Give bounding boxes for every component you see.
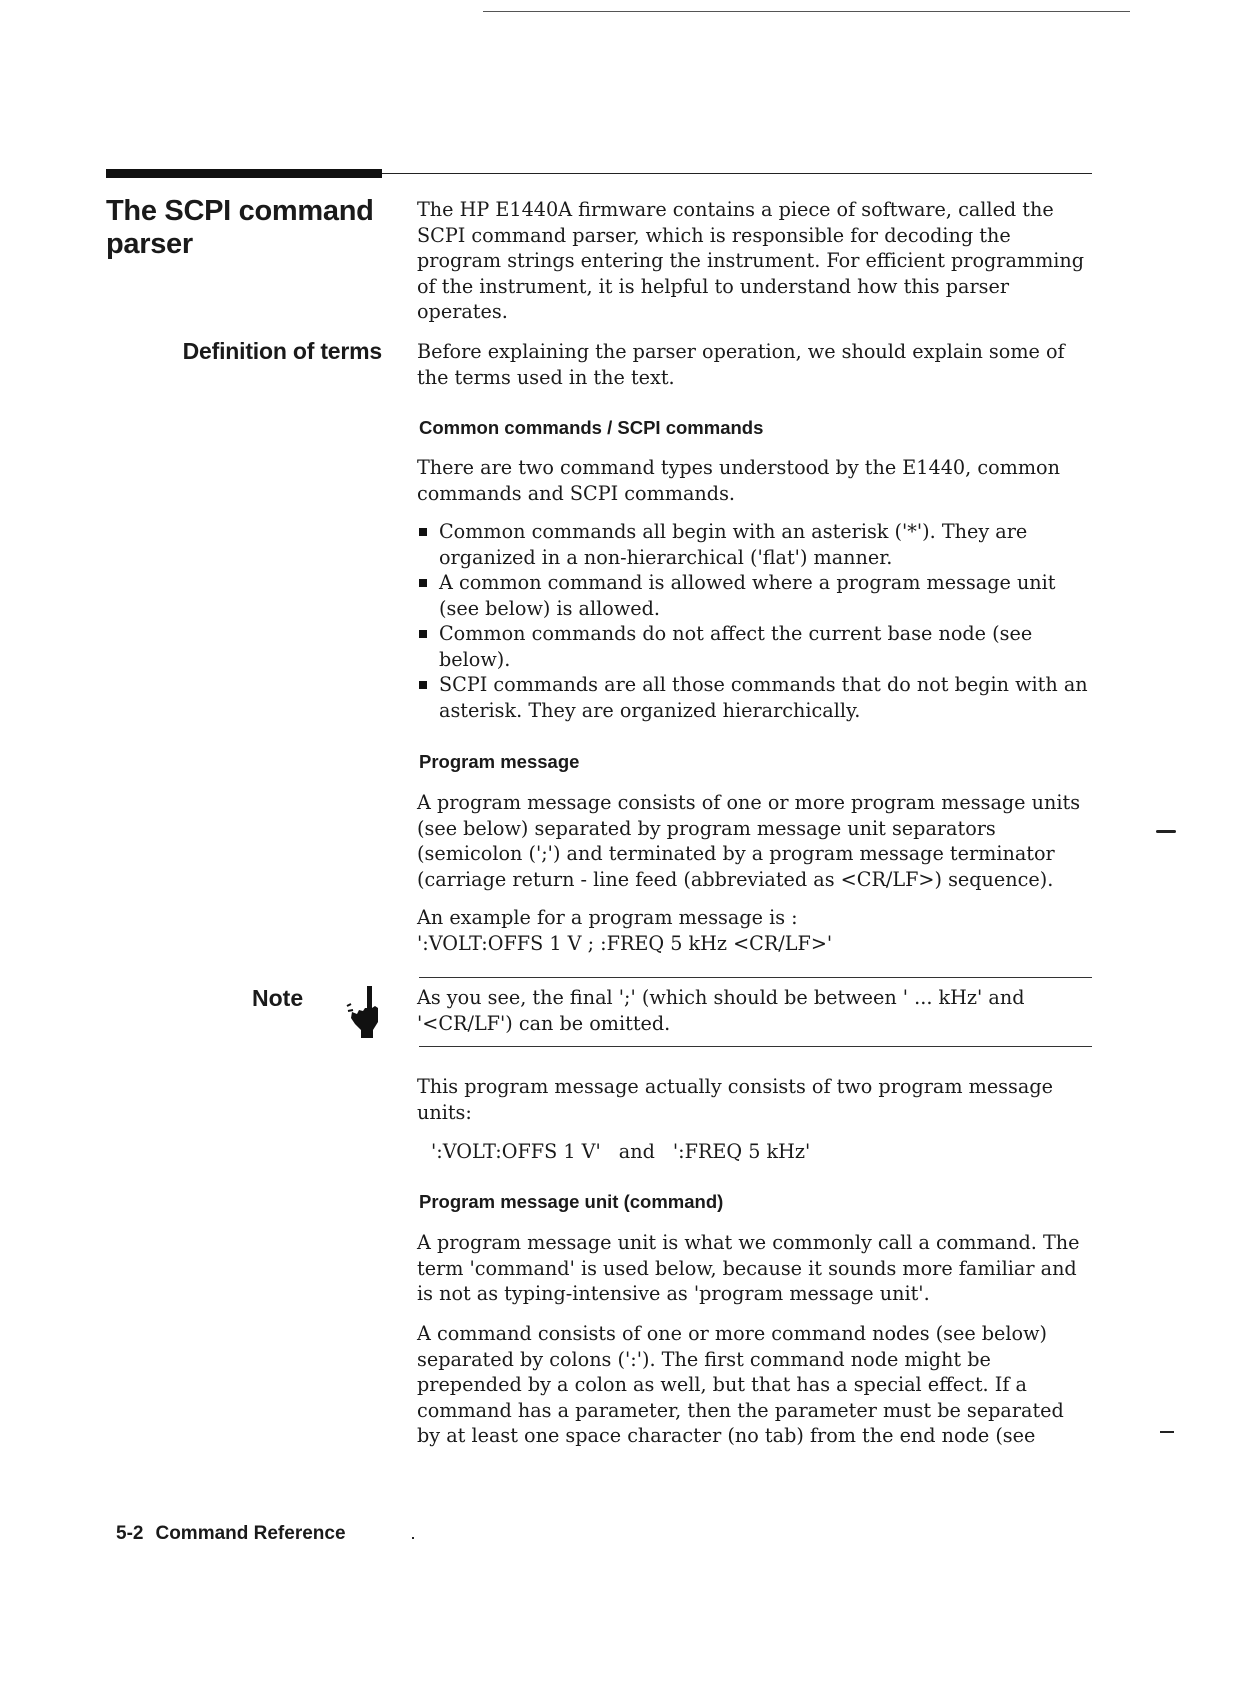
unit-1: ':VOLT:OFFS 1 V'	[431, 1140, 601, 1163]
pmu-text-2: A command consists of one or more command nodes (see below) separated by colons (':'). The first command node might be prepended by a colon as well, but that has a special effect. If a command has a parameter, then the parameter must be separated by at least one space character (no tab) from the end node (see	[417, 1322, 1064, 1447]
note-top-rule	[419, 977, 1092, 978]
section-title: The SCPI command parser	[106, 195, 374, 260]
definitions-heading: Definition of terms	[182, 338, 382, 364]
margin-mark	[1156, 830, 1176, 833]
example-intro: An example for a program message is :	[417, 906, 798, 929]
pmu-heading: Program message unit (command)	[419, 1191, 724, 1212]
program-message-body	[417, 790, 1092, 892]
definitions-intro	[417, 339, 1092, 390]
margin-mark	[1160, 1431, 1174, 1433]
section-intro	[417, 197, 1092, 325]
margin-mark	[412, 1537, 414, 1539]
example-text: ':VOLT:OFFS 1 V ; :FREQ 5 kHz <CR/LF>'	[417, 931, 833, 955]
units-text: This program message actually consists of two program message units:	[417, 1075, 1053, 1124]
page-number: 5-2	[116, 1523, 144, 1544]
note-text: As you see, the final ';' (which should be between ' ... kHz' and '<CR/LF') can be omitted.	[417, 986, 1025, 1035]
units-body	[417, 1074, 1092, 1125]
common-body	[417, 455, 1092, 506]
common-heading: Common commands / SCPI commands	[419, 417, 764, 438]
units-line	[417, 1139, 1092, 1165]
note-bottom-rule	[419, 1046, 1092, 1047]
unit-2: ':FREQ 5 kHz'	[672, 1140, 811, 1163]
bullet-item: A common command is allowed where a program message unit (see below) is allowed.	[417, 570, 1092, 621]
bullet-item: SCPI commands are all those commands that do not begin with an asterisk. They are organized hierarchically.	[417, 672, 1092, 723]
note-label: Note	[252, 985, 304, 1011]
program-message-text: A program message consists of one or more program message units (see below) separated by program message unit separators (semicolon (';') and terminated by a program message terminator (carriage return - line feed (abbreviated as <CR/LF>) sequence).	[417, 791, 1081, 891]
page-footer	[116, 1523, 346, 1545]
pointing-hand-icon	[345, 984, 385, 1040]
program-message-heading: Program message	[419, 751, 580, 772]
footer-title: Command Reference	[155, 1523, 346, 1544]
common-body-text: There are two command types understood by the E1440, common commands and SCPI commands.	[417, 456, 1060, 505]
pmu-text-1: A program message unit is what we commonly call a command. The term 'command' is used below, because it sounds more familiar and is not as typing-intensive as 'program message unit'.	[417, 1231, 1080, 1305]
section-rule	[382, 173, 1092, 174]
bullet-item: Common commands do not affect the current base node (see below).	[417, 621, 1092, 672]
definitions-intro-text: Before explaining the parser operation, we should explain some of the terms used in the text.	[417, 340, 1065, 389]
top-rule	[483, 11, 1130, 12]
pmu-body-1	[417, 1230, 1092, 1307]
unit-conj: and	[618, 1140, 655, 1163]
common-bullet-list	[417, 519, 1092, 723]
pmu-body-2	[417, 1321, 1092, 1449]
bullet-item: Common commands all begin with an asterisk ('*'). They are organized in a non-hierarchical ('flat') manner.	[417, 519, 1092, 570]
program-message-example	[417, 905, 1092, 956]
note-body	[417, 985, 1092, 1036]
section-intro-text: The HP E1440A firmware contains a piece of software, called the SCPI command parser, which is responsible for decoding the program strings entering the instrument. For efficient programming of the instrument, it is helpful to understand how this parser operates.	[417, 198, 1085, 323]
section-bar	[106, 169, 382, 178]
